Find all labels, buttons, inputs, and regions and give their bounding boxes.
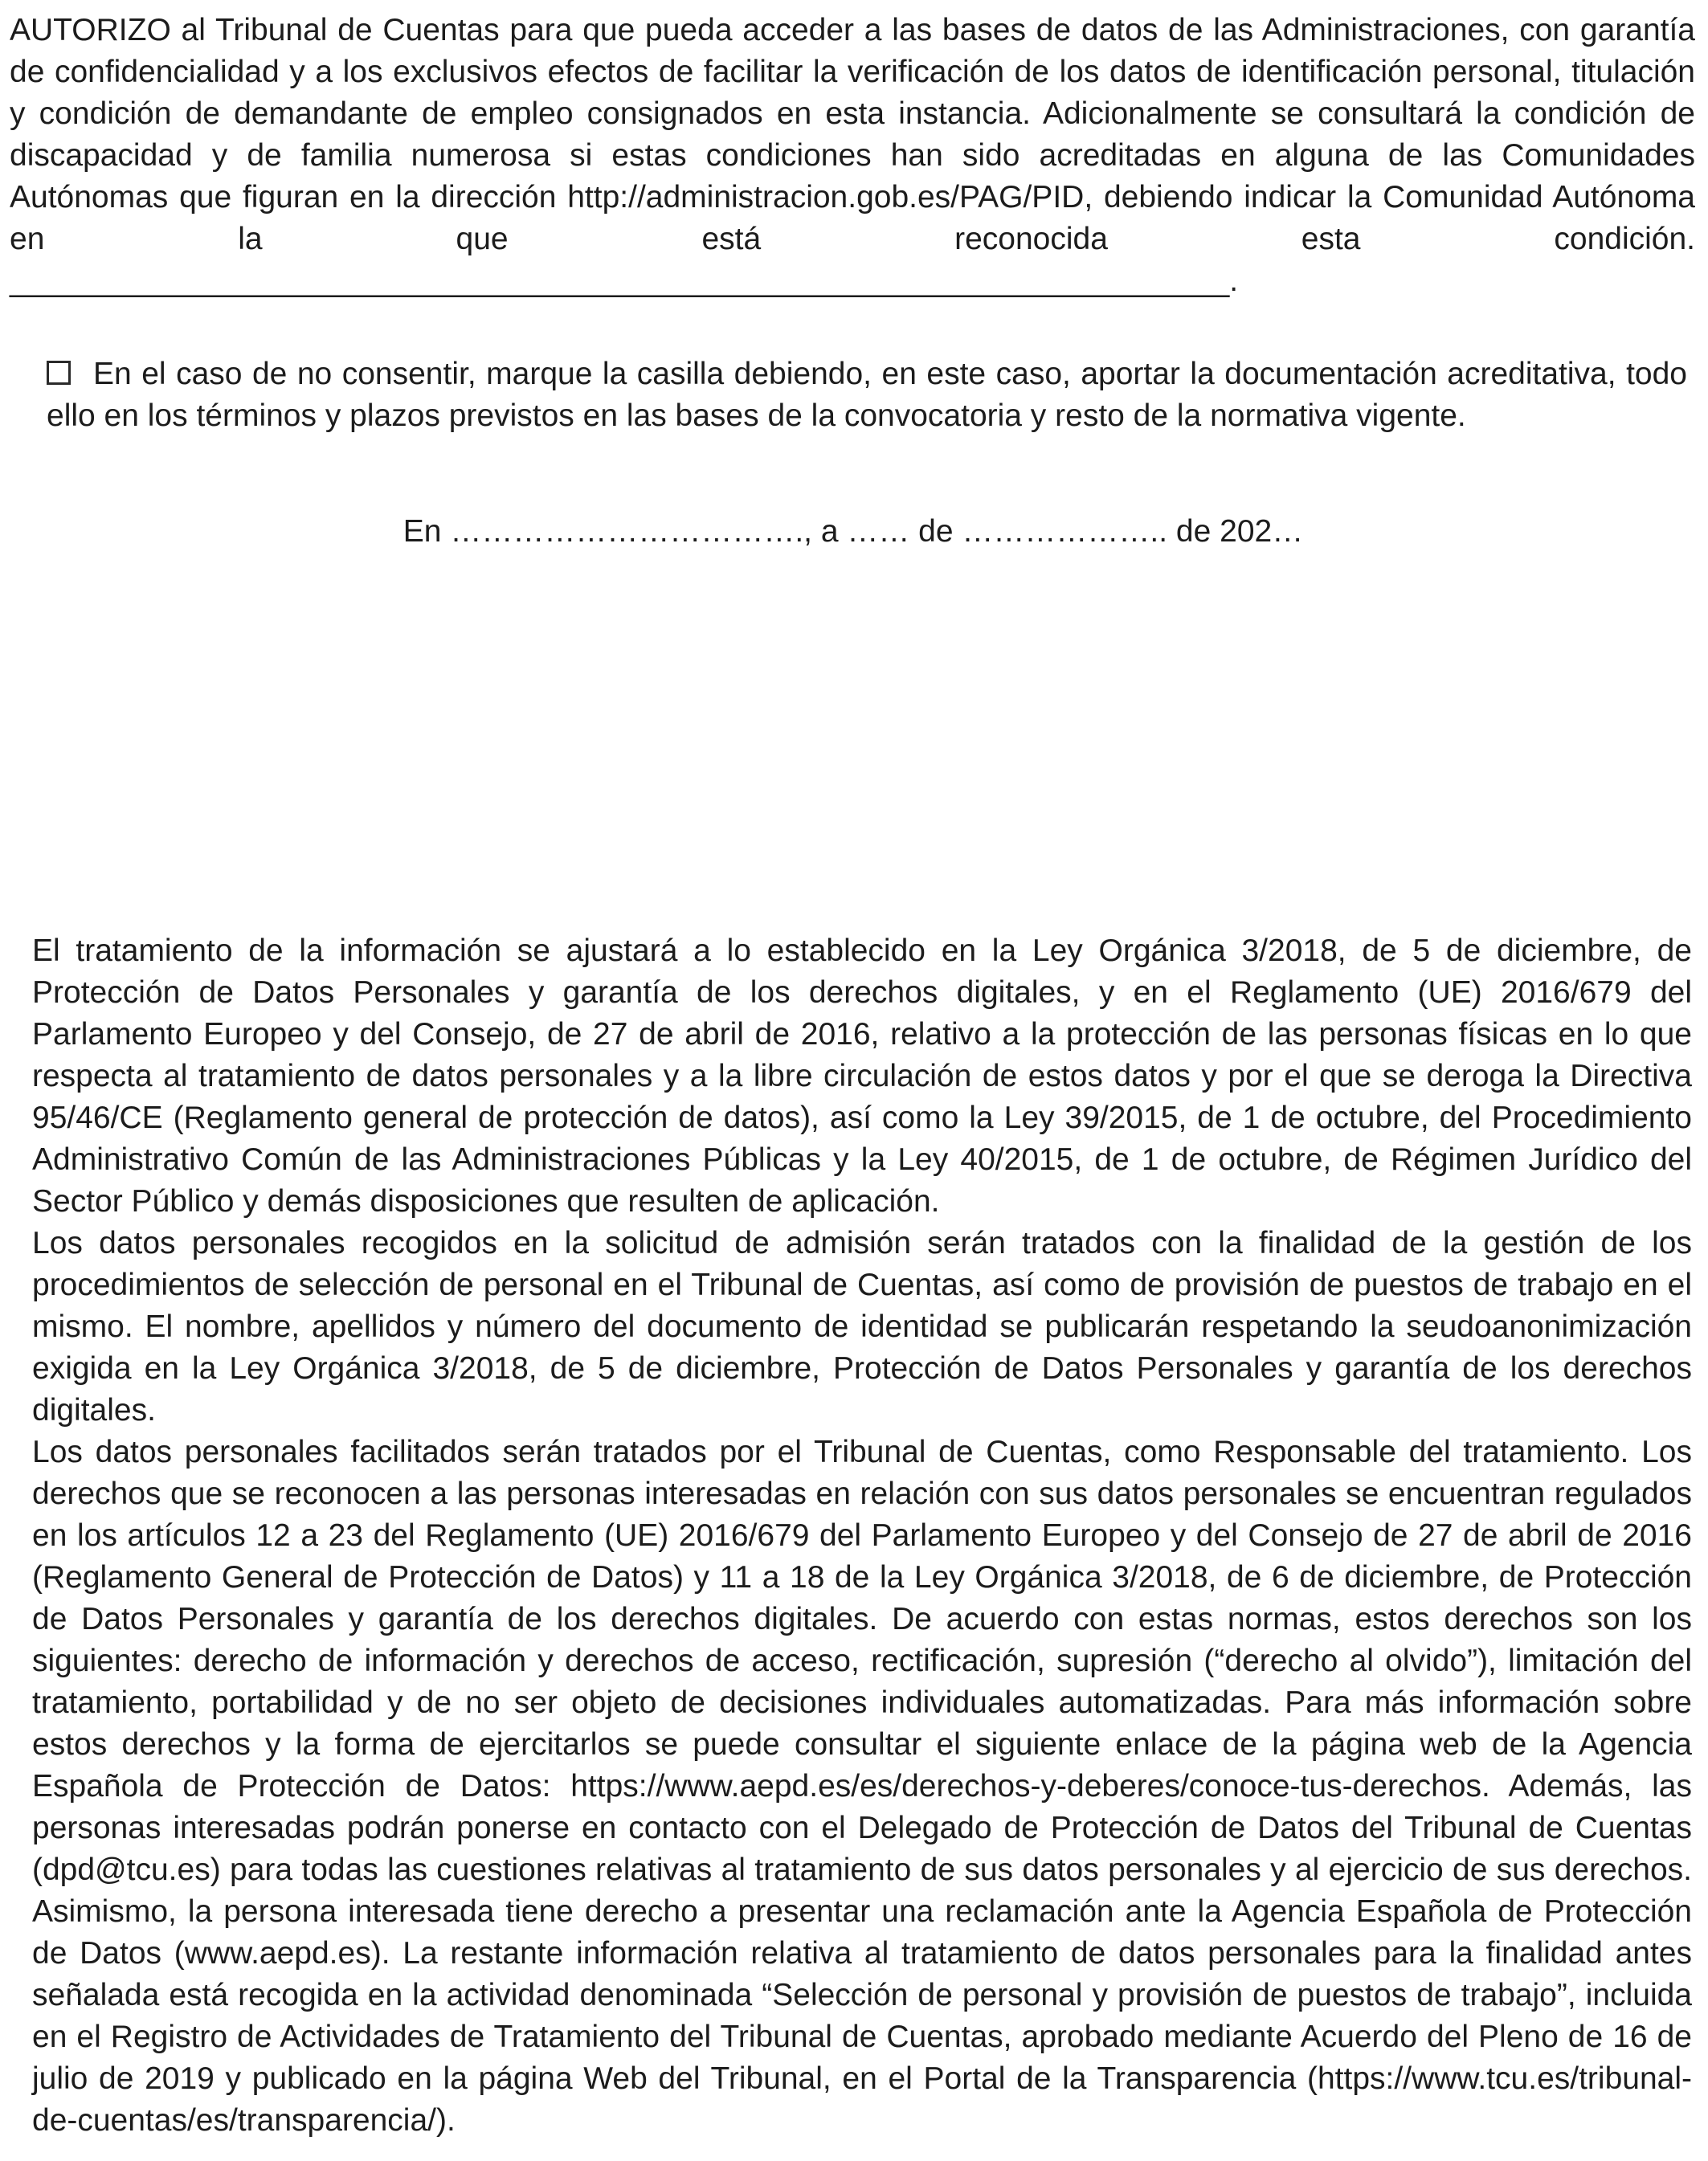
fill-line-period: . [1229, 263, 1239, 298]
no-consent-section [10, 353, 1697, 437]
place-date-line: En ……………………………., a …… de ……………….. de 202… [402, 514, 1304, 549]
legal-paragraph-rights: Los datos personales facilitados serán tratados por el Tribunal de Cuentas, como Responsable del tratamiento. Los derechos que se reconocen a las personas interesadas en relación con sus datos personales se encuentran regulados en los artículos 12 a 23 del Reglamento (UE) 2016/679 del Parlamento Europeo y del Consejo de 27 de abril de 2016 (Reglamento General de Protección de Datos) y 11 a 18 de la Ley Orgánica 3/2018, de 6 de diciembre, de Protección de Datos Personales y garantía de los derechos digitales. De acuerdo con estas normas, estos derechos son los siguientes: derecho de información y derechos de acceso, rectificación, supresión (“derecho al olvido”), limitación del tratamiento, portabilidad y de no ser objeto de decisiones individuales automatizadas. Para más información sobre estos derechos y la forma de ejercitarlos se puede consultar el siguiente enlace de la página web de la Agencia Española de Protección de Datos: https://www.aepd.es/es/derechos-y-deberes/conoce-tus-derechos. Además, las personas interesadas podrán ponerse en contacto con el Delegado de Protección de Datos del Tribunal de Cuentas (dpd@tcu.es) para todas las cuestiones relativas al tratamiento de sus datos personales y al ejercicio de sus derechos. Asimismo, la persona interesada tiene derecho a presentar una reclamación ante la Agencia Española de Protección de Datos (www.aepd.es). La restante información relativa al tratamiento de datos personales para la finalidad antes señalada está recogida en la actividad denominada “Selección de personal y provisión de puestos de trabajo”, incluida en el Registro de Actividades de Tratamiento del Tribunal de Cuentas, aprobado mediante Acuerdo del Pleno de 16 de julio de 2019 y publicado en la página Web del Tribunal, en el Portal de la Transparencia (https://www.tcu.es/tribunal-de-cuentas/es/transparencia/). [32, 1435, 1692, 2138]
authorization-paragraph [10, 10, 1697, 302]
legal-paragraph-treatment-law: El tratamiento de la información se ajustará a lo establecido en la Ley Orgánica 3/2018, de 5 de diciembre, de Protección de Datos Personales y garantía de los derechos digitales, y en el Reglamento (UE) 2016/679 del Parlamento Europeo y del Consejo, de 27 de abril de 2016, relativo a la protección de las personas físicas en lo que respecta al tratamiento de datos personales y a la libre circulación de estos datos y por el que se deroga la Directiva 95/46/CE (Reglamento general de protección de datos), así como la Ley 39/2015, de 1 de octubre, del Procedimiento Administrativo Común de las Administraciones Públicas y la Ley 40/2015, de 1 de octubre, de Régimen Jurídico del Sector Público y demás disposiciones que resulten de aplicación. [32, 933, 1692, 1219]
legal-paragraph-purpose: Los datos personales recogidos en la solicitud de admisión serán tratados con la finalidad de la gestión de los procedimientos de selección de personal en el Tribunal de Cuentas, así como de provisión de puestos de trabajo en el mismo. El nombre, apellidos y número del documento de identidad se publicarán respetando la seudoanonimización exigida en la Ley Orgánica 3/2018, de 5 de diciembre, Protección de Datos Personales y garantía de los derechos digitales. [32, 1226, 1692, 1428]
autonomous-community-fill-line[interactable]: ______________________________________________________________________ [10, 263, 1230, 298]
authorization-text: AUTORIZO al Tribunal de Cuentas para que pueda acceder a las bases de datos de las Administraciones, con garantía de confidencialidad y a los exclusivos efectos de facilitar la verificación de los datos de identificación personal, titulación y condición de demandante de empleo consignados en esta instancia. Adicionalmente se consultará la condición de discapacidad y de familia numerosa si estas condiciones han sido acreditadas en alguna de las Comunidades Autónomas que figuran en la dirección http://administracion.gob.es/PAG/PID, debiendo indicar la Comunidad Autónoma en la que está reconocida esta condición. [10, 13, 1695, 256]
no-consent-checkbox-icon[interactable] [47, 361, 71, 385]
data-protection-notice [10, 930, 1697, 2142]
no-consent-text: En el caso de no consentir, marque la casilla debiendo, en este caso, aportar la documentación acreditativa, todo ello en los términos y plazos previstos en las bases de la convocatoria y resto de la normativa vigente. [47, 357, 1687, 433]
